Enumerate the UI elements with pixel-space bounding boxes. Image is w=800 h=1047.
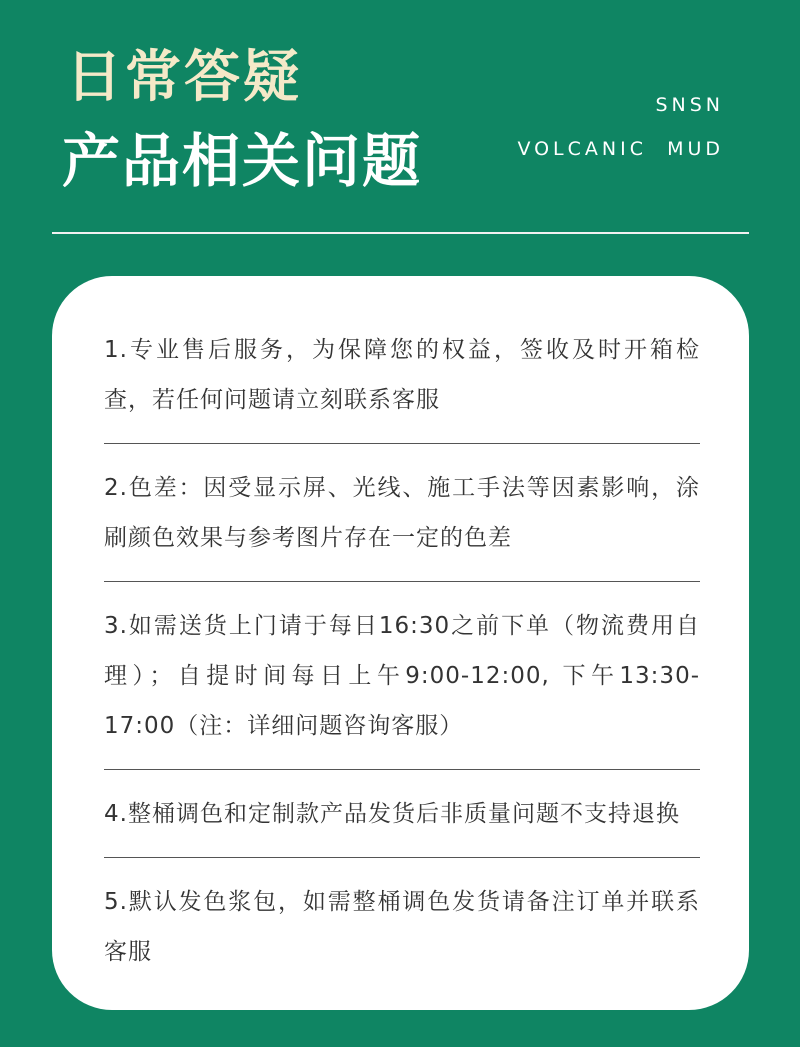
qa-item-4: 4.整桶调色和定制款产品发货后非质量问题不支持退换 <box>104 770 700 858</box>
qa-list <box>104 312 700 995</box>
title-line-2: 产品相关问题 <box>62 127 423 195</box>
qa-item-1: 1.专业售后服务，为保障您的权益，签收及时开箱检查，若任何问题请立刻联系客服 <box>104 312 700 444</box>
qa-item-2: 2.色差：因受显示屏、光线、施工手法等因素影响，涂刷颜色效果与参考图片存在一定的色差 <box>104 444 700 582</box>
qa-item-5: 5.默认发色浆包，如需整桶调色发货请备注订单并联系客服 <box>104 889 700 965</box>
brand-name: SNSN <box>655 94 724 116</box>
qa-card <box>52 276 749 1010</box>
title-line-1: 日常答疑 <box>66 45 302 110</box>
brand-subtitle: VOLCANIC MUD <box>517 138 724 160</box>
header-divider <box>52 232 749 234</box>
qa-item-3: 3.如需送货上门请于每日16:30之前下单（物流费用自理）；自提时间每日上午9:00-12:00, 下午13:30-17:00（注：详细问题咨询客服） <box>104 582 700 770</box>
brand-block <box>517 96 724 159</box>
